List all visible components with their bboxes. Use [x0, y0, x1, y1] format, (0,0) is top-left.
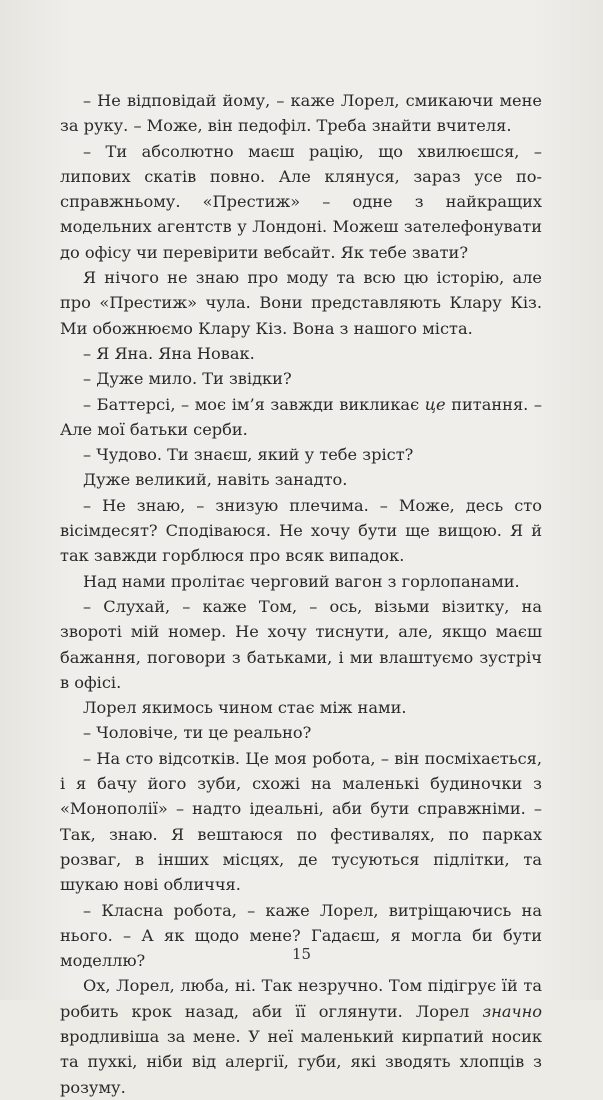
paragraph: [60, 366, 542, 391]
text-run: – Дуже мило. Ти звідки?: [83, 369, 292, 389]
text-run: – На сто відсотків. Це моя робота, – він посміхається, і я бачу його зуби, схожі на маленькі будиночки з «Монополії» – надто ідеальні, аби бути справжніми. – Так, знаю. Я вештаюся по фестивалях, по парках розваг, в інших місцях, де тусуються підлітки, та шукаю нові обличчя.: [60, 748, 542, 895]
text-run: Ох, Лорел, люба, ні. Так незручно. Том підігрує їй та робить крок назад, аби її оглянути. Лорел: [60, 976, 542, 1021]
text-run: – Я Яна. Яна Новак.: [83, 343, 255, 363]
paragraph: [60, 569, 542, 594]
text-run: – Класна робота, – каже Лорел, витріщаючись на нього. – А як щодо мене? Гадаєш, я могла би бути моделлю?: [60, 900, 542, 971]
paragraph: [60, 973, 542, 1099]
text-run: – Чоловіче, ти це реально?: [83, 723, 312, 743]
text-run: Я нічого не знаю про моду та всю цю історію, але про «Престиж» чула. Вони представляють Клару Кіз. Ми обожнюємо Клару Кіз. Вона з нашого міста.: [60, 268, 542, 338]
text-run: Лорел якимось чином стає між нами.: [83, 698, 407, 718]
text-run: – Баттерсі, – моє ім’я завжди викликає: [83, 394, 425, 414]
paragraph: [60, 746, 542, 898]
paragraph: [60, 594, 542, 695]
paragraph: [60, 493, 542, 569]
paragraph: [60, 720, 542, 745]
paragraph: [60, 341, 542, 366]
text-run: Дуже великий, навіть занадто.: [83, 470, 348, 490]
text-run: – Ти абсолютно маєш рацію, що хвилюєшся, – липових скатів повно. Але клянуся, зараз усе по-справжньому. «Престиж» – одне з найкращих модельних агентств у Лондоні. Можеш зателефонувати до офісу чи перевірити вебсайт. Як тебе звати?: [60, 141, 542, 262]
paragraph: [60, 442, 542, 467]
text-run: – Не знаю, – знизую плечима. – Може, десь сто вісімдесят? Сподіваюся. Не хочу бути ще вищою. Я й так завжди горблюся про всяк випадок.: [60, 495, 542, 566]
paragraph: [60, 695, 542, 720]
text-run: питання. – Але мої батьки серби.: [60, 394, 542, 439]
text-run: Над нами пролітає черговий вагон з горлопанами.: [83, 571, 520, 591]
paragraph: [60, 88, 542, 139]
text-run: – Не відповідай йому, – каже Лорел, смикаючи мене за руку. – Може, він педофіл. Треба знайти вчителя.: [60, 91, 542, 136]
italic-emphasis: значно: [482, 1001, 542, 1021]
text-run: вродливіша за мене. У неї маленький кирпатий носик та пухкі, ніби від алергії, губи, які зводять хлопців з розуму.: [60, 1026, 542, 1097]
page-number: 15: [291, 945, 312, 963]
paragraph: [60, 467, 542, 492]
text-run: – Слухай, – каже Том, – ось, візьми візитку, на звороті мій номер. Не хочу тиснути, але, якщо маєш бажання, поговори з батьками, і ми влаштуємо зустріч в офісі.: [60, 596, 542, 692]
paragraph: [60, 392, 542, 443]
text-run: – Чудово. Ти знаєш, який у тебе зріст?: [83, 445, 414, 465]
paragraph: [60, 265, 542, 341]
italic-emphasis: це: [424, 394, 446, 414]
paragraph: [60, 139, 542, 265]
